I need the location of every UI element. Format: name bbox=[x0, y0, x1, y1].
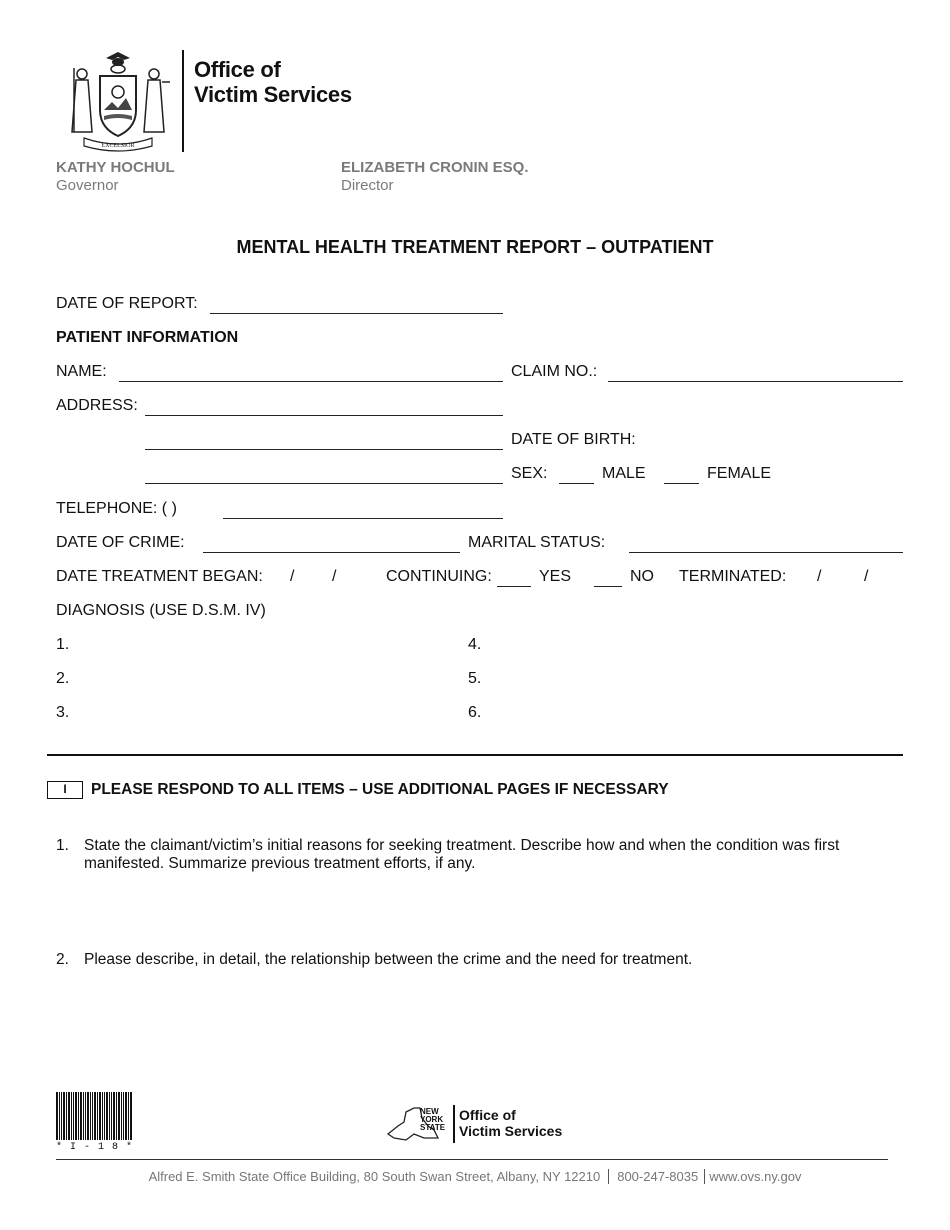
claim-no-label: CLAIM NO.: bbox=[511, 363, 598, 380]
date-of-birth-label: DATE OF BIRTH: bbox=[511, 431, 636, 448]
diagnosis-number: 6. bbox=[468, 704, 482, 721]
question-number: 1. bbox=[56, 837, 69, 854]
terminated-label: TERMINATED: bbox=[679, 568, 787, 585]
barcode-text: * I - 1 8 * bbox=[56, 1142, 134, 1153]
section-divider bbox=[47, 754, 903, 756]
address-field-line3[interactable] bbox=[145, 466, 503, 484]
address-field-line1[interactable] bbox=[145, 398, 503, 416]
office-name-line2: Victim Services bbox=[194, 82, 352, 107]
sex-male-field[interactable] bbox=[559, 466, 594, 484]
footer-contact bbox=[0, 1169, 950, 1184]
footer-sep bbox=[608, 1169, 609, 1184]
section-number: I bbox=[63, 782, 67, 796]
header-divider bbox=[182, 50, 184, 152]
date-treatment-began-label: DATE TREATMENT BEGAN: bbox=[56, 568, 263, 585]
sex-label: SEX: bbox=[511, 465, 548, 482]
footer-address: Alfred E. Smith State Office Building, 80 South Swan Street, Albany, NY 12210 bbox=[148, 1169, 601, 1184]
continuing-no-label: NO bbox=[630, 568, 654, 585]
question-text: State the claimant/victim’s initial reasons for seeking treatment. Describe how and when the condition was first manifested. Summarize previous treatment efforts, if any. bbox=[84, 837, 840, 872]
diagnosis-number: 4. bbox=[468, 636, 482, 653]
date-of-report-field[interactable] bbox=[210, 296, 503, 314]
barcode bbox=[56, 1092, 133, 1153]
sex-female-field[interactable] bbox=[664, 466, 699, 484]
barcode-bars bbox=[56, 1092, 133, 1140]
state-seal bbox=[62, 48, 174, 152]
continuing-no-field[interactable] bbox=[594, 569, 622, 587]
footer-website[interactable]: www.ovs.ny.gov bbox=[709, 1169, 802, 1184]
patient-info-heading: PATIENT INFORMATION bbox=[56, 329, 239, 346]
name-field[interactable] bbox=[119, 364, 503, 382]
marital-status-label: MARITAL STATUS: bbox=[468, 534, 606, 551]
date-of-report-label: DATE OF REPORT: bbox=[56, 295, 198, 312]
office-name-line1: Office of bbox=[194, 57, 281, 82]
continuing-label: CONTINUING: bbox=[386, 568, 492, 585]
name-label: NAME: bbox=[56, 363, 107, 380]
footer-rule bbox=[56, 1159, 888, 1160]
footer-office-line2: Victim Services bbox=[459, 1123, 563, 1139]
date-began-slash-2: / bbox=[332, 568, 337, 585]
diagnosis-number: 5. bbox=[468, 670, 482, 687]
address-label: ADDRESS: bbox=[56, 397, 138, 414]
marital-status-field[interactable] bbox=[629, 535, 903, 553]
date-of-crime-field[interactable] bbox=[203, 535, 460, 553]
footer-office-line1: Office of bbox=[459, 1107, 516, 1123]
diagnosis-label: DIAGNOSIS (USE D.S.M. IV) bbox=[56, 602, 266, 619]
terminated-slash-1: / bbox=[817, 568, 822, 585]
section-heading: PLEASE RESPOND TO ALL ITEMS – USE ADDITIONAL PAGES IF NECESSARY bbox=[91, 781, 669, 798]
telephone-field[interactable] bbox=[223, 501, 503, 519]
nys-state-logo bbox=[384, 1104, 450, 1144]
diagnosis-number: 3. bbox=[56, 704, 70, 721]
continuing-yes-label: YES bbox=[539, 568, 572, 585]
seal-motto: EXCELSIOR bbox=[101, 143, 135, 149]
footer-office-divider bbox=[453, 1105, 455, 1143]
terminated-slash-2: / bbox=[864, 568, 869, 585]
footer-office-name bbox=[459, 1107, 562, 1139]
governor-title: Governor bbox=[56, 177, 119, 194]
nys-logo-text: NEW YORK STATE bbox=[420, 1107, 446, 1132]
footer-phone: 800-247-8035 bbox=[617, 1169, 699, 1184]
sex-female-label: FEMALE bbox=[707, 465, 772, 482]
section-number-box bbox=[47, 781, 83, 799]
question-text: Please describe, in detail, the relationship between the crime and the need for treatment. bbox=[84, 951, 693, 968]
date-began-slash-1: / bbox=[290, 568, 295, 585]
director-title: Director bbox=[341, 177, 394, 194]
address-field-line2[interactable] bbox=[145, 432, 503, 450]
footer-sep bbox=[704, 1169, 705, 1184]
continuing-yes-field[interactable] bbox=[497, 569, 531, 587]
telephone-label: TELEPHONE: ( ) bbox=[56, 500, 177, 517]
claim-no-field[interactable] bbox=[608, 364, 903, 382]
question-number: 2. bbox=[56, 951, 69, 968]
director-name: ELIZABETH CRONIN ESQ. bbox=[341, 159, 529, 176]
date-of-crime-label: DATE OF CRIME: bbox=[56, 534, 185, 551]
sex-male-label: MALE bbox=[602, 465, 646, 482]
diagnosis-number: 1. bbox=[56, 636, 70, 653]
diagnosis-number: 2. bbox=[56, 670, 70, 687]
office-name bbox=[194, 57, 352, 107]
page-title: MENTAL HEALTH TREATMENT REPORT – OUTPATIENT bbox=[236, 237, 714, 257]
governor-name: KATHY HOCHUL bbox=[56, 159, 175, 176]
